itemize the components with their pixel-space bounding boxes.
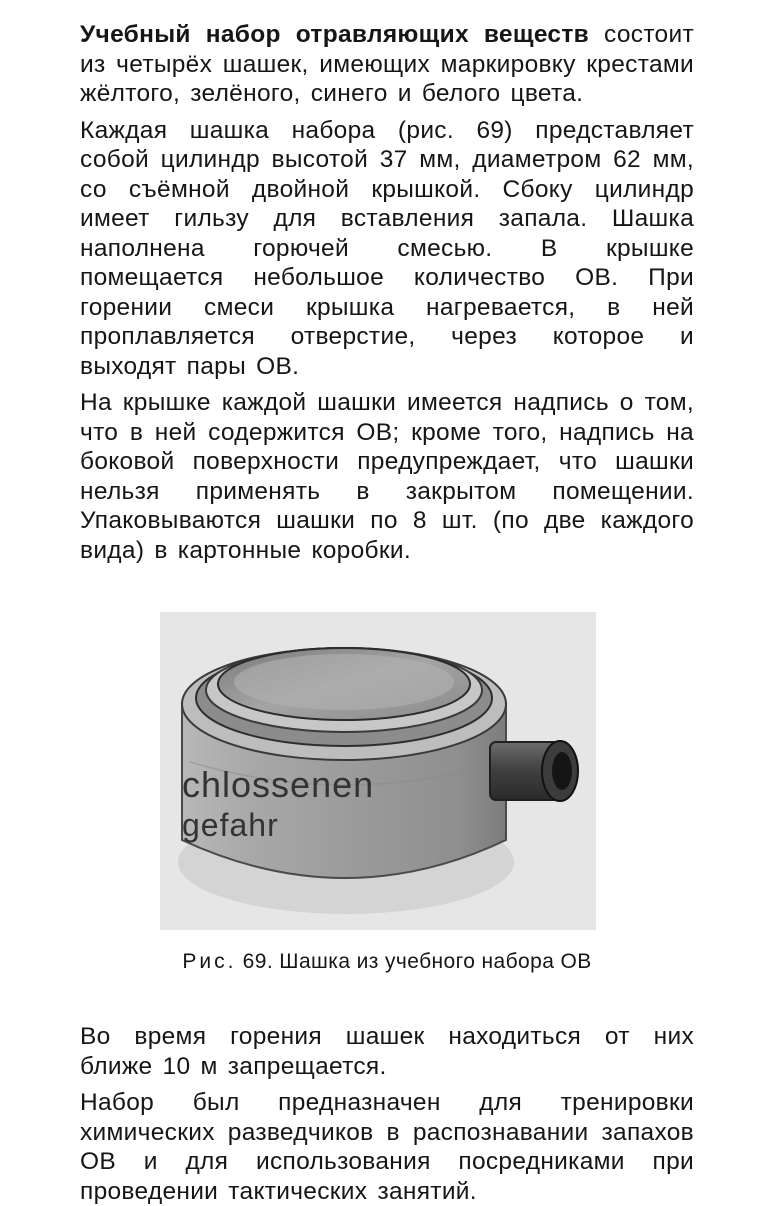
figure-caption-text: 69. Шашка из учебного набора ОВ xyxy=(242,950,592,973)
smoke-canister-illustration xyxy=(160,612,596,930)
canister-label-line-2: gefahr xyxy=(182,807,279,843)
paragraph-4: Во время горения шашек находиться от них ближе 10 м запрещается. xyxy=(80,1023,694,1080)
canister-label-line-1: chlossenen xyxy=(182,764,375,805)
paragraph-2: Каждая шашка набора (рис. 69) представляет собой цилиндр высотой 37 мм, диаметром 62 мм, со съёмной двойной крышкой. Сбоку цилиндр имеет гильзу для вставления запала. Шашка наполнена горючей смесью. В крышке помещается небольшое количество ОВ. При горении смеси крышка нагревается, в ней проплавляется отверстие, через которое и выходят пары ОВ. xyxy=(80,116,694,380)
paragraph-1-heading: Учебный набор отравляющих веществ xyxy=(80,21,590,48)
paragraph-3: На крышке каждой шашки имеется надпись о том, что в ней содержится ОВ; кроме того, надпись на боковой поверхности предупреждает, что шашки нельзя применять в закрытом помещении. Упаковываются шашки по 8 шт. (по две каждого вида) в картонные коробки. xyxy=(80,389,694,564)
paragraph-5: Набор был предназначен для тренировки химических разведчиков в распознавании запахов ОВ и для использования посредниками при проведении тактических занятий. xyxy=(80,1089,694,1205)
text-block-top xyxy=(80,20,694,565)
paragraph-1-body: состоит из четырёх шашек, имеющих маркировку крестами жёлтого, зелёного, синего и белого цвета. xyxy=(80,21,694,107)
paragraph-1 xyxy=(80,20,694,109)
figure-69-photo xyxy=(160,612,596,930)
text-block-bottom xyxy=(80,1022,694,1206)
figure-caption xyxy=(80,950,694,974)
figure-caption-prefix: Рис. xyxy=(182,950,237,973)
